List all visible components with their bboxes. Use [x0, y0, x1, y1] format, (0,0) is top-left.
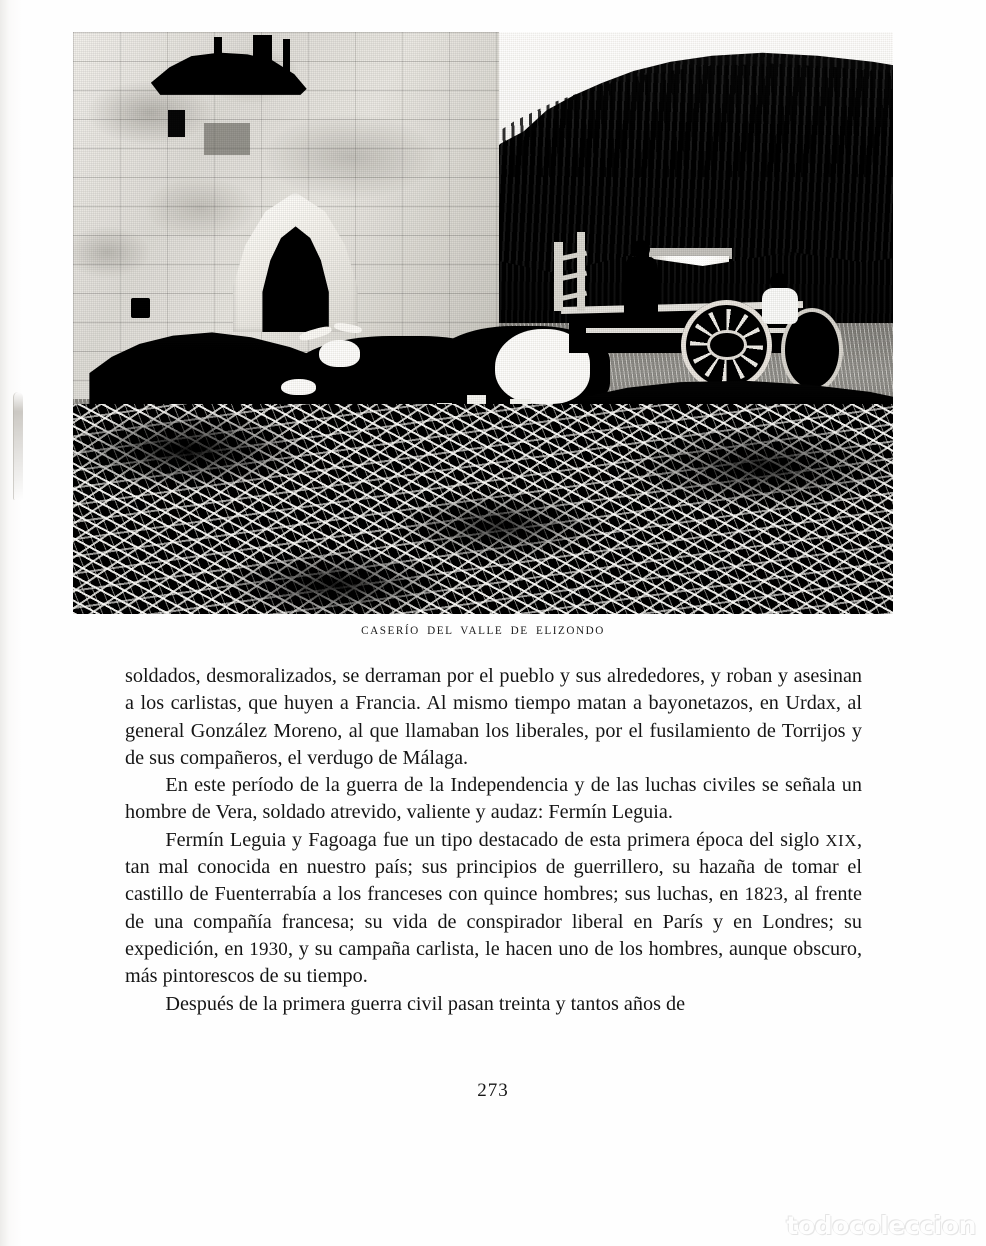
photograph-caption: CASERÍO DEL VALLE DE ELIZONDO — [361, 625, 605, 637]
photo-wall-timber-post — [283, 39, 290, 83]
body-paragraph-4: Después de la primera guerra civil pasan treinta y tantos años de — [165, 992, 686, 1015]
photo-wall-niche — [131, 298, 150, 318]
todocoleccion-watermark: todocoleccion — [786, 1211, 976, 1240]
photo-ox-muzzle — [281, 379, 315, 395]
photo-wall-patch — [204, 123, 250, 156]
photo-wall-niche — [168, 110, 184, 137]
body-paragraph-2: En este período de la guerra de la Independencia y de las luchas civiles se señala un hombre de Vera, soldado atrevido, valiente y audaz: Fermín Leguia. — [125, 774, 862, 824]
photo-person-foreground-head — [813, 364, 829, 380]
roman-numeral-century: XIX — [825, 830, 857, 850]
photograph-image — [73, 32, 893, 614]
year-figure: 1823 — [744, 884, 784, 906]
body-paragraph-1: soldados, desmoralizados, se derraman por el pueblo y sus alrededores, y roban y asesinan a los carlistas, que huyen a Francia. Al mismo tiempo matan a bayonetazos, en Urdax, al general González Moreno, al que llamaban los liberales, por el fusilamiento de Torrijos y de sus compañeros, el verdugo de Málaga. — [125, 665, 862, 769]
photo-person-standing-torso — [624, 257, 658, 318]
photo-wall-timber-post — [253, 35, 273, 88]
photo-foreground-maize-stalks — [73, 404, 893, 614]
photo-person-seated-shirt — [762, 288, 798, 324]
photograph-figure — [73, 32, 893, 614]
scan-edge-artifact — [0, 0, 26, 1246]
photo-ox-white-face-blaze — [319, 340, 360, 367]
page-number: 273 — [477, 1080, 509, 1101]
page-body-text — [125, 663, 862, 1018]
scan-edge-smudge — [13, 392, 23, 500]
photo-cart-wheel-hub — [710, 333, 744, 357]
body-paragraph-3: Fermín Leguia y Fagoaga fue un tipo destacado de esta primera época del siglo XIX, tan mal conocida en nuestro país; sus principios de guerrillero, su hazaña de tomar el castillo de Fuenterrabía a los franceses con quince hombres; sus luchas, en 1823, al frente de una compañía francesa; su vida de conspirador liberal en París y en Londres; su expedición, en 1930, y su campaña carlista, le hacen uno de los hombres, aunque obscuro, más pintorescos de su tiempo. — [125, 828, 863, 988]
photo-wall-timber-post — [214, 37, 222, 87]
year-figure: 1930 — [249, 938, 288, 960]
